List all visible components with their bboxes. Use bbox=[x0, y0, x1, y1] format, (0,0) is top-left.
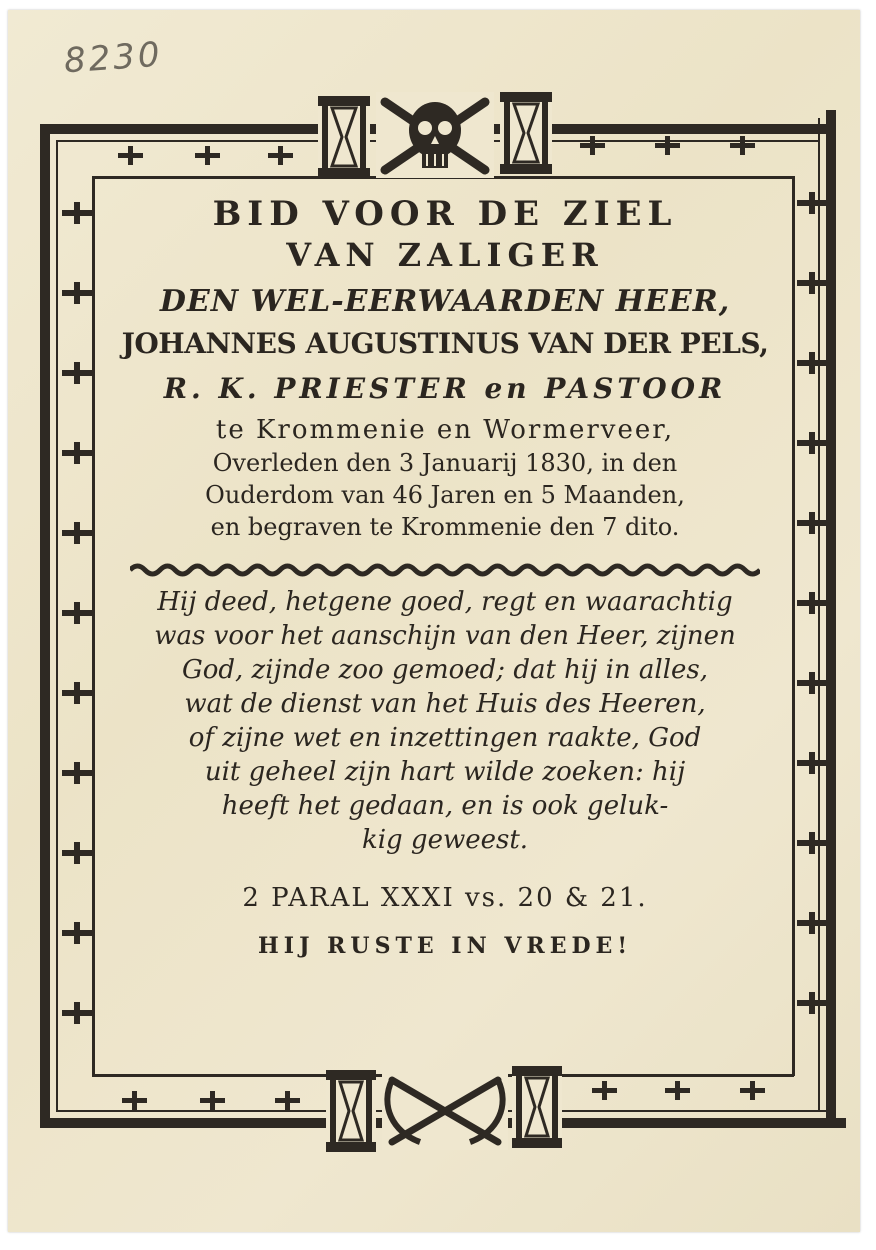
parish-places: te Krommenie en Wormerveer, bbox=[215, 415, 675, 445]
heading-prayer: BID VOOR DE ZIEL bbox=[212, 194, 678, 234]
crossed-scythes-icon bbox=[382, 1070, 508, 1150]
quote-line: was voor het aanschijn van den Heer, zijnen bbox=[154, 621, 736, 651]
quote-line: Hij deed, hetgene goed, regt en waarachtig bbox=[157, 587, 733, 617]
age-at-death: Ouderdom van 46 Jaren en 5 Maanden, bbox=[205, 481, 685, 509]
quote-line: God, zijnde zoo gemoed; dat hij in alles, bbox=[181, 655, 709, 685]
closing-rest-in-peace: HIJ RUSTE IN VREDE! bbox=[258, 933, 632, 959]
name-deceased: JOHANNES AUGUSTINUS VAN DER PELS, bbox=[121, 327, 769, 360]
wave-divider bbox=[130, 563, 760, 577]
border-right-outer bbox=[826, 110, 836, 1128]
heading-deceased: VAN ZALIGER bbox=[286, 236, 604, 274]
hourglass-icon bbox=[318, 96, 370, 178]
border-left-outer bbox=[40, 124, 50, 1128]
scripture-reference: 2 PARAL XXXI vs. 20 & 21. bbox=[242, 883, 648, 913]
death-date: Overleden den 3 Januarij 1830, in den bbox=[212, 449, 678, 477]
title-reverend: DEN WEL-EERWAARDEN HEER, bbox=[159, 284, 731, 319]
border-crosses-left bbox=[62, 202, 92, 1024]
border-right-inner bbox=[792, 176, 795, 1076]
office-priest: R. K. PRIESTER en PASTOOR bbox=[163, 372, 727, 405]
hourglass-icon bbox=[326, 1070, 376, 1152]
inventory-number: 8230 bbox=[62, 34, 164, 82]
quote-line: kig geweest. bbox=[361, 825, 529, 855]
hourglass-icon bbox=[500, 92, 552, 174]
quote-line: uit geheel zijn hart wilde zoeken: hij bbox=[204, 757, 686, 787]
burial-info: en begraven te Krommenie den 7 dito. bbox=[210, 513, 680, 541]
hourglass-icon bbox=[512, 1066, 562, 1148]
quote-line: wat de dienst van het Huis des Heeren, bbox=[184, 689, 706, 719]
card-text bbox=[100, 190, 790, 959]
quote-line: of zijne wet en inzettingen raakte, God bbox=[188, 723, 702, 753]
skull-and-crossbones-icon bbox=[376, 92, 494, 178]
border-left-inner bbox=[92, 176, 95, 1076]
border-crosses-right bbox=[797, 192, 827, 1014]
quote-line: heeft het gedaan, en is ook geluk- bbox=[221, 791, 669, 821]
